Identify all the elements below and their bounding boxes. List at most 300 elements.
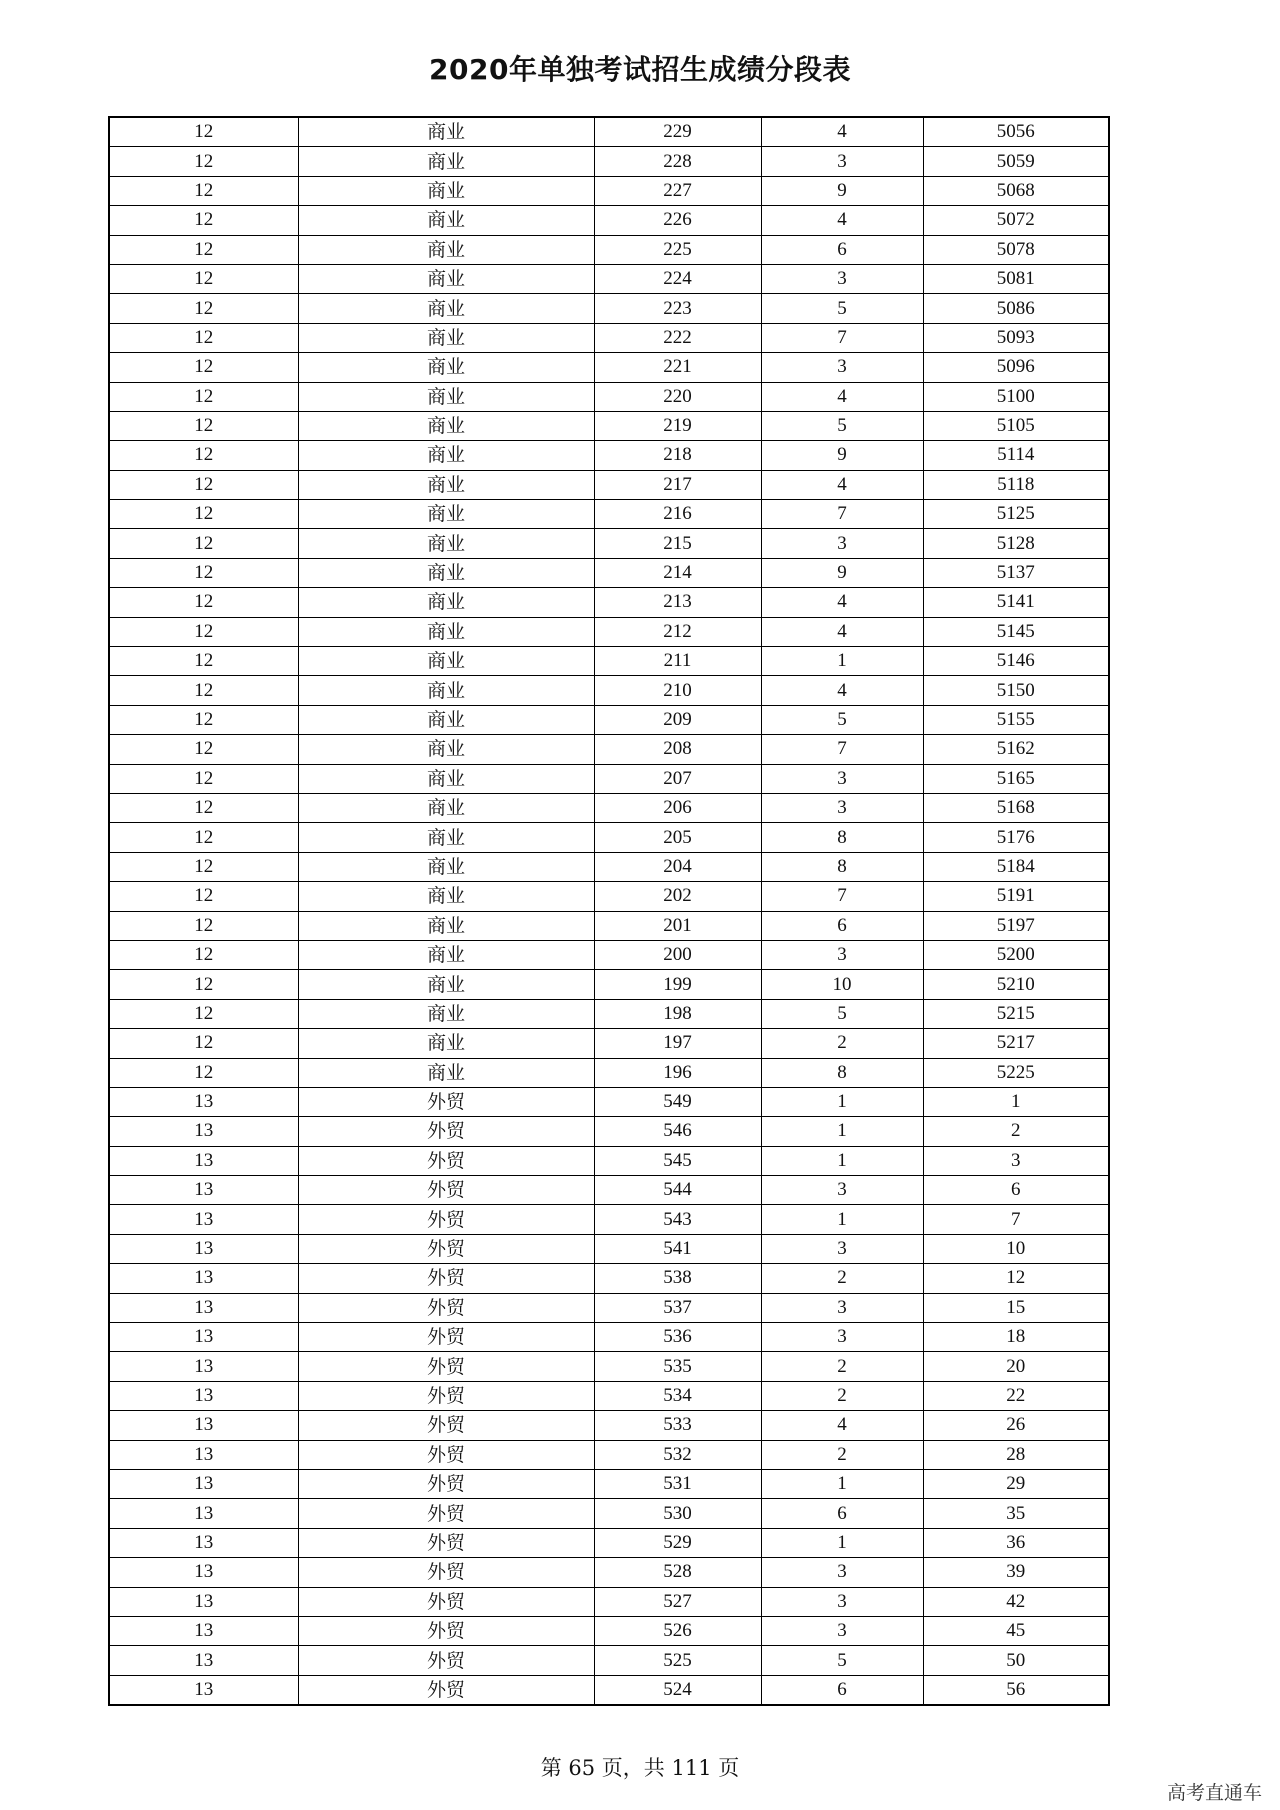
count-cell: 3 [761,764,923,793]
category-name-cell: 商业 [298,264,594,293]
cumulative-cell: 5215 [923,999,1109,1028]
count-cell: 3 [761,1558,923,1587]
count-cell: 1 [761,647,923,676]
score-cell: 202 [594,882,761,911]
category-code-cell: 12 [109,470,298,499]
score-cell: 535 [594,1352,761,1381]
table-row [109,676,1109,705]
cumulative-cell: 36 [923,1528,1109,1557]
cumulative-cell: 18 [923,1323,1109,1352]
count-cell: 2 [761,1352,923,1381]
score-cell: 207 [594,764,761,793]
category-name-cell: 商业 [298,500,594,529]
category-name-cell: 外贸 [298,1117,594,1146]
table-row [109,1029,1109,1058]
category-name-cell: 商业 [298,1029,594,1058]
category-code-cell: 13 [109,1440,298,1469]
category-name-cell: 商业 [298,970,594,999]
table-row [109,529,1109,558]
count-cell: 3 [761,940,923,969]
category-code-cell: 12 [109,999,298,1028]
cumulative-cell: 5128 [923,529,1109,558]
category-name-cell: 外贸 [298,1646,594,1675]
count-cell: 4 [761,588,923,617]
cumulative-cell: 5150 [923,676,1109,705]
table-row [109,470,1109,499]
count-cell: 4 [761,470,923,499]
category-name-cell: 外贸 [298,1587,594,1616]
category-name-cell: 商业 [298,147,594,176]
cumulative-cell: 5118 [923,470,1109,499]
category-code-cell: 13 [109,1087,298,1116]
category-name-cell: 商业 [298,705,594,734]
category-code-cell: 13 [109,1528,298,1557]
category-name-cell: 外贸 [298,1469,594,1498]
category-name-cell: 商业 [298,588,594,617]
table-row [109,1469,1109,1498]
score-cell: 544 [594,1176,761,1205]
category-name-cell: 外贸 [298,1146,594,1175]
cumulative-cell: 5176 [923,823,1109,852]
count-cell: 3 [761,793,923,822]
score-cell: 546 [594,1117,761,1146]
category-name-cell: 外贸 [298,1323,594,1352]
cumulative-cell: 5100 [923,382,1109,411]
count-cell: 3 [761,1587,923,1616]
category-code-cell: 12 [109,588,298,617]
score-cell: 529 [594,1528,761,1557]
score-cell: 223 [594,294,761,323]
score-cell: 201 [594,911,761,940]
table-row [109,1293,1109,1322]
count-cell: 3 [761,1293,923,1322]
category-name-cell: 商业 [298,411,594,440]
count-cell: 3 [761,1616,923,1645]
cumulative-cell: 26 [923,1411,1109,1440]
cumulative-cell: 5086 [923,294,1109,323]
score-cell: 221 [594,353,761,382]
table-row [109,206,1109,235]
cumulative-cell: 39 [923,1558,1109,1587]
cumulative-cell: 5191 [923,882,1109,911]
cumulative-cell: 5078 [923,235,1109,264]
category-name-cell: 商业 [298,117,594,147]
category-code-cell: 13 [109,1146,298,1175]
table-row [109,588,1109,617]
count-cell: 5 [761,1646,923,1675]
count-cell: 3 [761,1176,923,1205]
score-cell: 226 [594,206,761,235]
category-code-cell: 13 [109,1176,298,1205]
table-row [109,1558,1109,1587]
category-code-cell: 12 [109,823,298,852]
category-name-cell: 外贸 [298,1675,594,1705]
category-code-cell: 12 [109,911,298,940]
cumulative-cell: 5093 [923,323,1109,352]
category-code-cell: 13 [109,1587,298,1616]
table-row [109,1117,1109,1146]
score-cell: 525 [594,1646,761,1675]
table-row [109,353,1109,382]
score-cell: 228 [594,147,761,176]
cumulative-cell: 45 [923,1616,1109,1645]
category-code-cell: 13 [109,1499,298,1528]
category-code-cell: 12 [109,705,298,734]
category-name-cell: 商业 [298,940,594,969]
cumulative-cell: 5168 [923,793,1109,822]
score-cell: 205 [594,823,761,852]
cumulative-cell: 7 [923,1205,1109,1234]
category-code-cell: 12 [109,676,298,705]
score-cell: 527 [594,1587,761,1616]
cumulative-cell: 6 [923,1176,1109,1205]
category-code-cell: 13 [109,1323,298,1352]
cumulative-cell: 5125 [923,500,1109,529]
category-name-cell: 外贸 [298,1558,594,1587]
category-code-cell: 12 [109,852,298,881]
category-name-cell: 商业 [298,676,594,705]
category-name-cell: 外贸 [298,1528,594,1557]
category-name-cell: 商业 [298,323,594,352]
count-cell: 2 [761,1029,923,1058]
table-row [109,1411,1109,1440]
category-name-cell: 商业 [298,470,594,499]
score-cell: 214 [594,558,761,587]
score-cell: 227 [594,176,761,205]
category-code-cell: 13 [109,1293,298,1322]
category-code-cell: 12 [109,940,298,969]
category-name-cell: 外贸 [298,1234,594,1263]
count-cell: 2 [761,1440,923,1469]
count-cell: 10 [761,970,923,999]
score-cell: 208 [594,735,761,764]
cumulative-cell: 2 [923,1117,1109,1146]
table-row [109,1323,1109,1352]
category-name-cell: 外贸 [298,1352,594,1381]
score-cell: 220 [594,382,761,411]
table-row [109,294,1109,323]
cumulative-cell: 5072 [923,206,1109,235]
count-cell: 3 [761,529,923,558]
category-code-cell: 12 [109,735,298,764]
category-name-cell: 外贸 [298,1499,594,1528]
count-cell: 3 [761,1234,923,1263]
category-name-cell: 外贸 [298,1616,594,1645]
category-code-cell: 12 [109,323,298,352]
score-cell: 215 [594,529,761,558]
count-cell: 3 [761,147,923,176]
score-cell: 224 [594,264,761,293]
table-row [109,1146,1109,1175]
score-cell: 534 [594,1381,761,1410]
cumulative-cell: 56 [923,1675,1109,1705]
table-row [109,617,1109,646]
category-code-cell: 12 [109,558,298,587]
table-row [109,323,1109,352]
count-cell: 7 [761,500,923,529]
count-cell: 7 [761,323,923,352]
table-row [109,441,1109,470]
category-name-cell: 商业 [298,382,594,411]
count-cell: 6 [761,1675,923,1705]
category-name-cell: 商业 [298,1058,594,1087]
category-code-cell: 13 [109,1205,298,1234]
table-row [109,1381,1109,1410]
table-row [109,852,1109,881]
table-row [109,705,1109,734]
category-code-cell: 13 [109,1616,298,1645]
score-cell: 225 [594,235,761,264]
score-cell: 545 [594,1146,761,1175]
cumulative-cell: 29 [923,1469,1109,1498]
count-cell: 3 [761,1323,923,1352]
category-code-cell: 12 [109,117,298,147]
count-cell: 1 [761,1205,923,1234]
category-code-cell: 13 [109,1352,298,1381]
category-name-cell: 商业 [298,529,594,558]
count-cell: 5 [761,999,923,1028]
category-name-cell: 商业 [298,176,594,205]
count-cell: 7 [761,735,923,764]
cumulative-cell: 5162 [923,735,1109,764]
category-name-cell: 商业 [298,823,594,852]
category-name-cell: 商业 [298,235,594,264]
cumulative-cell: 5210 [923,970,1109,999]
score-cell: 524 [594,1675,761,1705]
cumulative-cell: 10 [923,1234,1109,1263]
count-cell: 1 [761,1117,923,1146]
cumulative-cell: 5068 [923,176,1109,205]
count-cell: 2 [761,1264,923,1293]
cumulative-cell: 5056 [923,117,1109,147]
category-name-cell: 商业 [298,793,594,822]
category-name-cell: 外贸 [298,1381,594,1410]
category-name-cell: 商业 [298,764,594,793]
count-cell: 4 [761,382,923,411]
count-cell: 5 [761,411,923,440]
score-table-body [109,117,1109,1705]
table-row [109,1616,1109,1645]
page-footer: 第 65 页，共 111 页 [540,1756,740,1780]
category-name-cell: 商业 [298,882,594,911]
cumulative-cell: 5096 [923,353,1109,382]
category-name-cell: 商业 [298,617,594,646]
category-code-cell: 13 [109,1675,298,1705]
cumulative-cell: 22 [923,1381,1109,1410]
score-cell: 210 [594,676,761,705]
category-code-cell: 12 [109,647,298,676]
table-row [109,1087,1109,1116]
category-name-cell: 商业 [298,911,594,940]
table-row [109,1234,1109,1263]
category-name-cell: 外贸 [298,1087,594,1116]
category-name-cell: 外贸 [298,1264,594,1293]
score-cell: 198 [594,999,761,1028]
category-code-cell: 12 [109,529,298,558]
score-cell: 218 [594,441,761,470]
table-row [109,764,1109,793]
cumulative-cell: 5105 [923,411,1109,440]
category-code-cell: 12 [109,1029,298,1058]
page-title: 2020年单独考试招生成绩分段表 [429,53,851,86]
count-cell: 4 [761,1411,923,1440]
category-code-cell: 12 [109,970,298,999]
category-code-cell: 12 [109,206,298,235]
score-cell: 532 [594,1440,761,1469]
category-name-cell: 外贸 [298,1176,594,1205]
cumulative-cell: 20 [923,1352,1109,1381]
score-cell: 538 [594,1264,761,1293]
count-cell: 2 [761,1381,923,1410]
count-cell: 8 [761,852,923,881]
category-code-cell: 13 [109,1264,298,1293]
category-name-cell: 商业 [298,558,594,587]
category-code-cell: 13 [109,1411,298,1440]
category-name-cell: 商业 [298,441,594,470]
score-cell: 209 [594,705,761,734]
count-cell: 9 [761,441,923,470]
category-name-cell: 商业 [298,294,594,323]
cumulative-cell: 5059 [923,147,1109,176]
score-cell: 212 [594,617,761,646]
score-cell: 531 [594,1469,761,1498]
cumulative-cell: 3 [923,1146,1109,1175]
cumulative-cell: 28 [923,1440,1109,1469]
cumulative-cell: 15 [923,1293,1109,1322]
score-cell: 197 [594,1029,761,1058]
category-code-cell: 13 [109,1117,298,1146]
table-row [109,500,1109,529]
count-cell: 9 [761,176,923,205]
table-row [109,999,1109,1028]
cumulative-cell: 5081 [923,264,1109,293]
category-code-cell: 12 [109,176,298,205]
count-cell: 8 [761,1058,923,1087]
score-cell: 549 [594,1087,761,1116]
cumulative-cell: 5114 [923,441,1109,470]
category-code-cell: 12 [109,294,298,323]
table-row [109,911,1109,940]
count-cell: 1 [761,1528,923,1557]
table-row [109,1587,1109,1616]
cumulative-cell: 5184 [923,852,1109,881]
cumulative-cell: 35 [923,1499,1109,1528]
category-code-cell: 13 [109,1469,298,1498]
table-row [109,558,1109,587]
score-cell: 196 [594,1058,761,1087]
table-row [109,382,1109,411]
count-cell: 4 [761,117,923,147]
table-row [109,647,1109,676]
count-cell: 8 [761,823,923,852]
category-name-cell: 外贸 [298,1440,594,1469]
score-cell: 199 [594,970,761,999]
score-cell: 222 [594,323,761,352]
score-cell: 533 [594,1411,761,1440]
category-code-cell: 12 [109,793,298,822]
score-cell: 229 [594,117,761,147]
category-code-cell: 12 [109,1058,298,1087]
count-cell: 6 [761,1499,923,1528]
cumulative-cell: 5146 [923,647,1109,676]
count-cell: 4 [761,676,923,705]
count-cell: 1 [761,1469,923,1498]
score-cell: 217 [594,470,761,499]
table-row [109,735,1109,764]
category-code-cell: 13 [109,1381,298,1410]
table-row [109,1205,1109,1234]
category-code-cell: 13 [109,1646,298,1675]
cumulative-cell: 50 [923,1646,1109,1675]
count-cell: 1 [761,1087,923,1116]
category-code-cell: 12 [109,764,298,793]
score-cell: 543 [594,1205,761,1234]
table-row [109,823,1109,852]
cumulative-cell: 5217 [923,1029,1109,1058]
table-row [109,1176,1109,1205]
table-row [109,1264,1109,1293]
category-code-cell: 12 [109,382,298,411]
cumulative-cell: 1 [923,1087,1109,1116]
table-row [109,940,1109,969]
category-code-cell: 13 [109,1558,298,1587]
table-row [109,970,1109,999]
category-name-cell: 商业 [298,353,594,382]
table-row [109,1675,1109,1705]
count-cell: 3 [761,353,923,382]
category-code-cell: 12 [109,411,298,440]
count-cell: 4 [761,206,923,235]
score-table [108,116,1110,1706]
score-cell: 216 [594,500,761,529]
table-row [109,1352,1109,1381]
score-cell: 204 [594,852,761,881]
score-cell: 206 [594,793,761,822]
category-name-cell: 商业 [298,735,594,764]
score-cell: 200 [594,940,761,969]
score-cell: 537 [594,1293,761,1322]
category-name-cell: 商业 [298,999,594,1028]
category-code-cell: 12 [109,235,298,264]
category-code-cell: 12 [109,147,298,176]
category-code-cell: 12 [109,353,298,382]
category-code-cell: 13 [109,1234,298,1263]
table-row [109,1528,1109,1557]
category-code-cell: 12 [109,500,298,529]
table-row [109,1440,1109,1469]
cumulative-cell: 5145 [923,617,1109,646]
table-row [109,411,1109,440]
count-cell: 7 [761,882,923,911]
category-name-cell: 商业 [298,852,594,881]
cumulative-cell: 5155 [923,705,1109,734]
count-cell: 6 [761,911,923,940]
table-row [109,117,1109,147]
count-cell: 1 [761,1146,923,1175]
table-row [109,147,1109,176]
watermark: 高考直通车 [1166,1782,1262,1804]
category-code-cell: 12 [109,264,298,293]
table-row [109,882,1109,911]
category-name-cell: 外贸 [298,1293,594,1322]
score-cell: 528 [594,1558,761,1587]
score-cell: 219 [594,411,761,440]
score-cell: 211 [594,647,761,676]
cumulative-cell: 5165 [923,764,1109,793]
category-name-cell: 商业 [298,206,594,235]
count-cell: 3 [761,264,923,293]
category-name-cell: 商业 [298,647,594,676]
